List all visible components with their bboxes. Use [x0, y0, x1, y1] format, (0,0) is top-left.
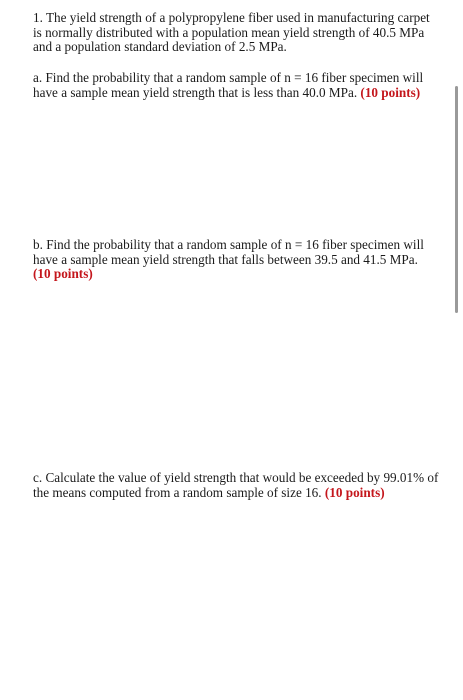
question-intro-text: 1. The yield strength of a polypropylene fiber used in manufacturing carpet is normally distributed with a population mean yield strength of 40.5 MPa and a population standard deviation of 2.5 MPa. — [33, 10, 430, 55]
part-a-text: a. Find the probability that a random sample of n = 16 fiber specimen will have a sample mean yield strength that is less than 40.0 MPa. — [33, 70, 424, 100]
part-c-text: c. Calculate the value of yield strength that would be exceeded by 99.01% of the means computed from a random sample of size 16. — [33, 470, 439, 500]
part-b — [33, 238, 439, 282]
part-c-points: (10 points) — [324, 484, 385, 500]
part-a-points: (10 points) — [360, 84, 421, 100]
part-b-text: b. Find the probability that a random sample of n = 16 fiber specimen will have a sample mean yield strength that falls between 39.5 and 41.5 MPa. — [33, 237, 424, 267]
vertical-scrollbar[interactable] — [455, 86, 458, 313]
part-a — [33, 71, 439, 100]
question-intro — [33, 11, 439, 55]
part-c — [33, 471, 439, 500]
part-b-points: (10 points) — [33, 266, 93, 282]
